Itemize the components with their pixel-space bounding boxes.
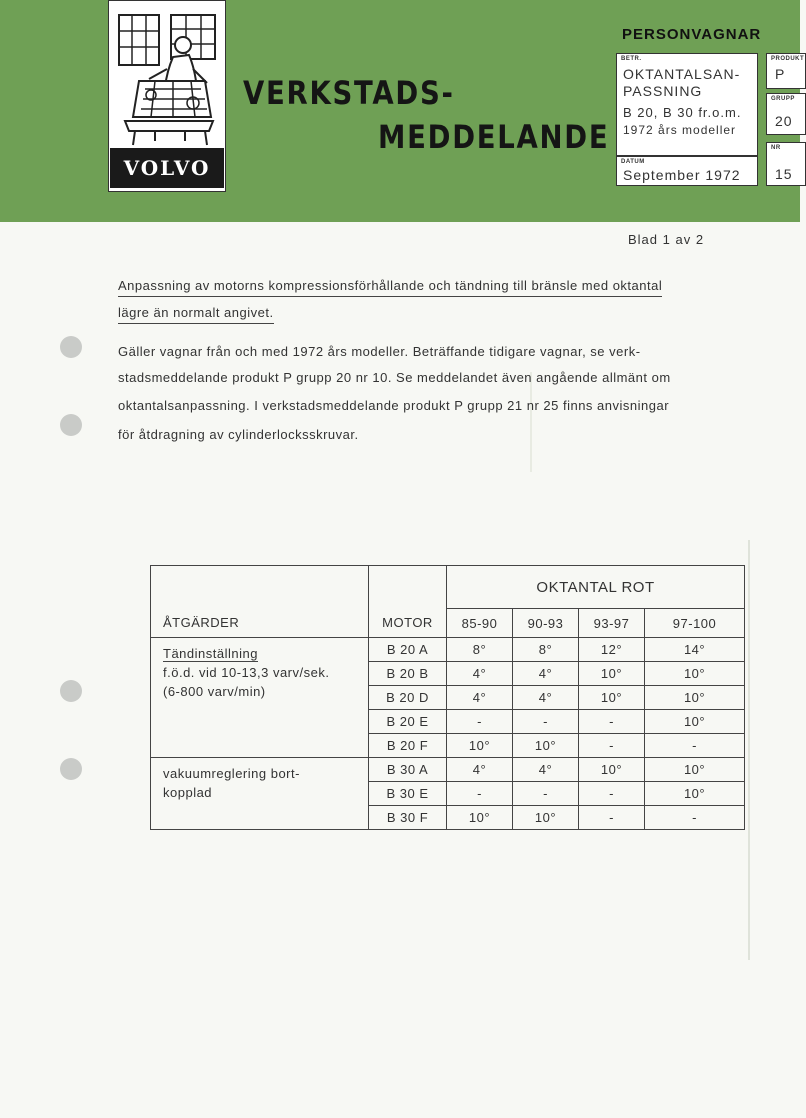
grupp-label: GRUPP (771, 96, 795, 102)
value-cell: - (579, 782, 645, 806)
value-cell: - (447, 782, 513, 806)
value-cell: 4° (513, 662, 579, 686)
title-line1: VERKSTADS- (243, 74, 455, 112)
betr-line: OKTANTALSAN- (623, 66, 741, 82)
octane-col-header: 85-90 (447, 609, 513, 638)
table-row (151, 758, 745, 782)
value-cell: 4° (447, 686, 513, 710)
bleed-through-mark (530, 372, 532, 472)
grupp-box (766, 93, 806, 135)
paragraph-line: för åtdragning av cylinderlocksskruvar. (118, 427, 359, 442)
value-cell: - (579, 734, 645, 758)
betr-line: 1972 års modeller (623, 123, 737, 137)
nr-box (766, 142, 806, 186)
motor-cell: B 20 F (369, 734, 447, 758)
paragraph-line: stadsmeddelande produkt P grupp 20 nr 10. Se meddelandet även angående allmänt om (118, 370, 671, 385)
motor-cell: B 20 B (369, 662, 447, 686)
motor-cell: B 30 E (369, 782, 447, 806)
title-line2: MEDDELANDE (378, 118, 610, 156)
value-cell: 10° (645, 662, 745, 686)
col-atgarder-header: ÅTGÄRDER (151, 609, 369, 638)
value-cell: 12° (579, 638, 645, 662)
heading-line: lägre än normalt angivet. (118, 305, 274, 324)
action-cell-tandning (151, 638, 369, 758)
betr-line: PASSNING (623, 83, 703, 99)
motor-cell: B 20 A (369, 638, 447, 662)
value-cell: - (579, 806, 645, 830)
octane-table (150, 565, 745, 830)
mechanic-illustration (115, 9, 219, 149)
datum-box (616, 156, 758, 186)
value-cell: 10° (579, 686, 645, 710)
datum-label: DATUM (621, 159, 645, 165)
value-cell: 10° (513, 734, 579, 758)
table-corner (369, 566, 447, 609)
bleed-through-mark (748, 540, 750, 960)
punch-hole (60, 758, 82, 780)
action1-line: f.ö.d. vid 10-13,3 varv/sek. (163, 665, 330, 680)
value-cell: 10° (579, 758, 645, 782)
value-cell: - (513, 710, 579, 734)
octane-col-header: 90-93 (513, 609, 579, 638)
betr-line: B 20, B 30 fr.o.m. (623, 105, 742, 120)
value-cell: - (645, 806, 745, 830)
value-cell: 8° (513, 638, 579, 662)
nr-label: NR (771, 145, 781, 151)
datum-value: September 1972 (623, 167, 741, 183)
header-band (0, 0, 805, 222)
value-cell: 10° (513, 806, 579, 830)
value-cell: 14° (645, 638, 745, 662)
motor-cell: B 20 E (369, 710, 447, 734)
value-cell: - (645, 734, 745, 758)
motor-cell: B 20 D (369, 686, 447, 710)
action1-line: (6-800 varv/min) (163, 684, 266, 699)
punch-hole (60, 680, 82, 702)
volvo-logo: VOLVO (110, 148, 224, 188)
punch-hole (60, 336, 82, 358)
action2-line: kopplad (163, 785, 213, 800)
action-cell-vakuum (151, 758, 369, 830)
produkt-value: P (775, 66, 786, 82)
value-cell: 4° (513, 686, 579, 710)
value-cell: - (579, 710, 645, 734)
nr-value: 15 (775, 166, 793, 182)
value-cell: - (447, 710, 513, 734)
value-cell: 4° (513, 758, 579, 782)
paragraph-line: Gäller vagnar från och med 1972 års modeller. Beträffande tidigare vagnar, se verk- (118, 344, 641, 359)
grupp-value: 20 (775, 113, 793, 129)
action1-title: Tändinställning (163, 646, 258, 661)
value-cell: 10° (447, 806, 513, 830)
paragraph-line: oktantalsanpassning. I verkstadsmeddelande produkt P grupp 21 nr 25 finns anvisningar (118, 398, 670, 413)
value-cell: 10° (645, 686, 745, 710)
value-cell: 8° (447, 638, 513, 662)
table-row (151, 638, 745, 662)
value-cell: 10° (645, 710, 745, 734)
col-motor-header: MOTOR (369, 609, 447, 638)
value-cell: 4° (447, 662, 513, 686)
produkt-box (766, 53, 806, 89)
octane-col-header: 93-97 (579, 609, 645, 638)
motor-cell: B 30 F (369, 806, 447, 830)
table-corner (151, 566, 369, 609)
punch-hole (60, 414, 82, 436)
octane-group-header: OKTANTAL ROT (447, 566, 745, 609)
action2-line: vakuumreglering bort- (163, 766, 300, 781)
value-cell: 4° (447, 758, 513, 782)
produkt-label: PRODUKT (771, 56, 805, 62)
octane-col-header: 97-100 (645, 609, 745, 638)
page-indicator: Blad 1 av 2 (628, 232, 705, 247)
value-cell: 10° (579, 662, 645, 686)
betr-box (616, 53, 758, 156)
value-cell: - (513, 782, 579, 806)
value-cell: 10° (447, 734, 513, 758)
value-cell: 10° (645, 758, 745, 782)
heading-line: Anpassning av motorns kompressionsförhållande och tändning till bränsle med oktantal (118, 278, 662, 297)
motor-cell: B 30 A (369, 758, 447, 782)
betr-label: BETR. (621, 56, 642, 62)
category-label: PERSONVAGNAR (622, 26, 762, 43)
value-cell: 10° (645, 782, 745, 806)
